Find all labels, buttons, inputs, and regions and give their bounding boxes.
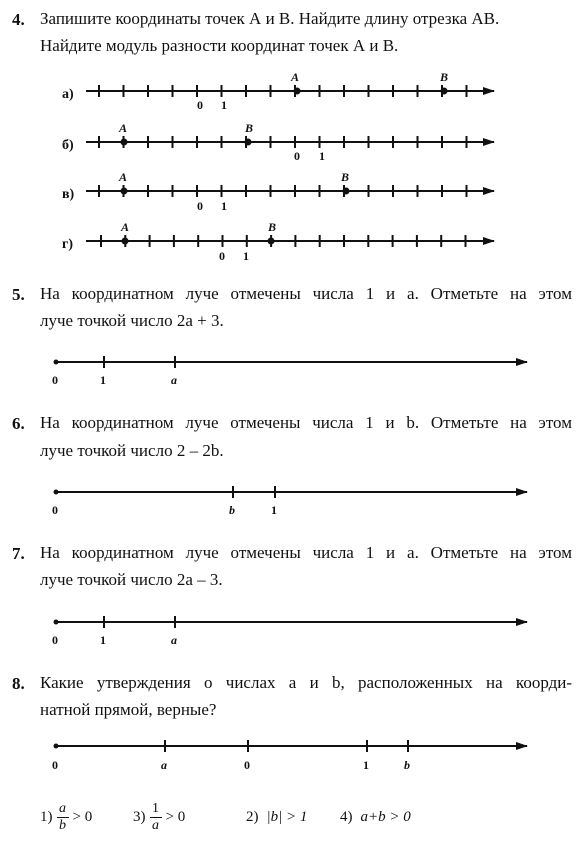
task-8-left-point [54, 744, 59, 749]
task-8-label-left-0: 0 [52, 758, 58, 772]
row-b-label-one: 1 [319, 149, 325, 163]
row-v-label-a: A [119, 170, 128, 184]
task-4-line-1: Запишите координаты точек А и В. Найдите длину отрезка АВ. [40, 9, 500, 28]
option-3-rest: > 0 [165, 808, 186, 825]
row-b-label-zero: 0 [294, 149, 300, 163]
task-4-row-g [62, 220, 494, 263]
row-v-point-a [121, 188, 128, 195]
task-5-line-1: На координатном луче отмечены числа 1 и а. Отметьте на этом [40, 284, 572, 303]
task-6-label-b: b [229, 503, 235, 517]
row-v-point-b [343, 188, 350, 195]
task-7-number: 7. [12, 544, 25, 563]
task-6-number: 6. [12, 414, 25, 433]
task-6-line-2: луче точкой число 2 – 2b. [40, 441, 224, 460]
task-4-row-b [62, 121, 494, 163]
task-5-label-a: a [171, 373, 177, 387]
option-1 [40, 800, 92, 834]
task-6-line-1: На координатном луче отмечены числа 1 и b. Отметьте на этом [40, 413, 572, 432]
row-b-label-b: B [245, 121, 254, 135]
row-a-label-b: B [440, 70, 449, 84]
option-1-rest: > 0 [72, 808, 93, 825]
option-3-numerator: 1 [152, 800, 159, 816]
row-v-label: в) [62, 187, 75, 202]
task-8-line [52, 740, 527, 772]
row-b-point-b [245, 139, 252, 146]
task-5-origin [54, 360, 59, 365]
option-4-expression: a+b > 0 [360, 808, 411, 825]
option-3 [133, 800, 185, 834]
task-5-ray [52, 356, 527, 387]
task-6-ray [52, 486, 527, 517]
row-a-label-one: 1 [221, 98, 227, 112]
task-8-label-0: 0 [244, 758, 250, 772]
row-v-label-zero: 0 [197, 199, 203, 213]
option-3-number: 3) [133, 808, 146, 825]
task-4-row-a [62, 70, 494, 112]
option-2-number: 2) [246, 808, 259, 825]
option-2-expression: |b| > 1 [266, 808, 308, 825]
task-4-row-v [62, 170, 494, 213]
row-g-label-b: B [268, 220, 277, 234]
task-5-number: 5. [12, 285, 25, 304]
row-b-label-a: A [119, 121, 128, 135]
row-a-point-a [294, 88, 301, 95]
row-a-label: а) [62, 87, 74, 102]
task-8-number: 8. [12, 674, 25, 693]
option-4-number: 4) [340, 808, 353, 825]
task-8-label-b: b [404, 758, 410, 772]
task-4-number: 4. [12, 10, 25, 29]
row-g-point-a [122, 238, 129, 245]
row-g-point-b [268, 238, 275, 245]
task-6-origin [54, 490, 59, 495]
task-7-label-0: 0 [52, 633, 58, 647]
row-v-label-one: 1 [221, 199, 227, 213]
option-3-fraction [150, 802, 162, 833]
option-1-denominator: b [59, 817, 66, 833]
option-1-number: 1) [40, 808, 53, 825]
row-b-point-a [121, 139, 128, 146]
option-1-numerator: a [59, 800, 66, 816]
row-g-label-zero: 0 [219, 249, 225, 263]
row-g-label-a: A [121, 220, 130, 234]
row-a-label-zero: 0 [197, 98, 203, 112]
row-a-point-b [441, 88, 448, 95]
option-2 [246, 800, 307, 834]
row-v-label-b: B [341, 170, 350, 184]
option-3-denominator: a [152, 817, 159, 833]
task-5-line-2: луче точкой число 2а + 3. [40, 311, 224, 330]
option-4 [340, 800, 411, 834]
task-8-label-1: 1 [363, 758, 369, 772]
row-a-label-a: A [291, 70, 300, 84]
row-g-label: г) [62, 237, 74, 252]
task-7-ray [52, 616, 527, 647]
option-1-fraction [57, 802, 69, 833]
task-6-label-0: 0 [52, 503, 58, 517]
task-8-line-2: натной прямой, верные? [40, 700, 217, 719]
row-b-label: б) [62, 138, 74, 153]
task-7-origin [54, 620, 59, 625]
task-7-label-a: a [171, 633, 177, 647]
task-7-label-1: 1 [100, 633, 106, 647]
task-4-line-2: Найдите модуль разности координат точек А и В. [40, 36, 399, 55]
task-7-line-2: луче точкой число 2а – 3. [40, 570, 223, 589]
row-g-label-one: 1 [243, 249, 249, 263]
task-5-label-0: 0 [52, 373, 58, 387]
task-5-label-1: 1 [100, 373, 106, 387]
task-7-line-1: На координатном луче отмечены числа 1 и а. Отметьте на этом [40, 543, 572, 562]
task-8-label-a: a [161, 758, 167, 772]
task-6-label-1: 1 [271, 503, 277, 517]
task-8-line-1: Какие утверждения о числах а и b, расположенных на коорди- [40, 673, 572, 692]
